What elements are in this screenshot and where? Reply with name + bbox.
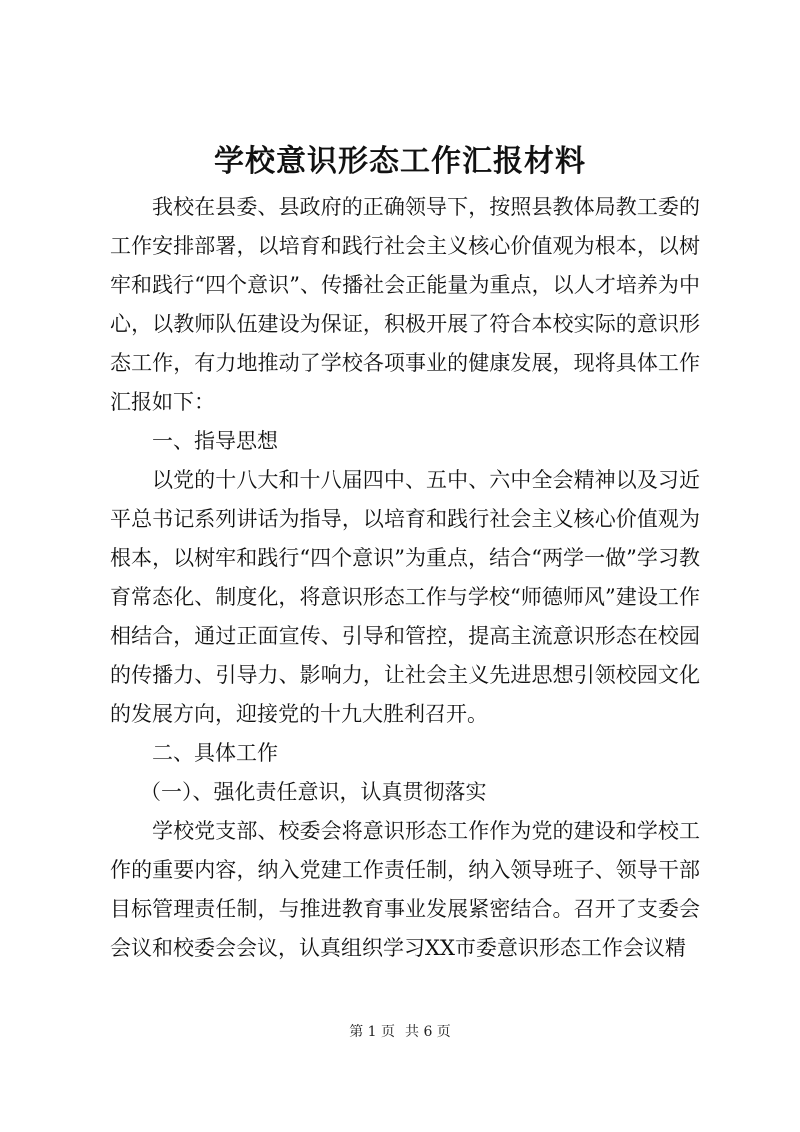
page-number: 第 1 页 — [349, 1024, 395, 1040]
document-body — [110, 188, 700, 968]
guiding-ideology-paragraph: 以党的十八大和十八届四中、五中、六中全会精神以及习近平总书记系列讲话为指导，以培育和践行社会主义核心价值观为根本，以树牢和践行“四个意识”为重点，结合“两学一做”学习教育常态化、制度化，将意识形态工作与学校“师德师风”建设工作相结合，通过正面宣传、引导和管控，提高主流意识形态在校园的传播力、引导力、影响力，让社会主义先进思想引领校园文化的发展方向，迎接党的十九大胜利召开。 — [110, 468, 700, 726]
subsection-heading-responsibility: （一）、强化责任意识，认真贯彻落实 — [140, 780, 487, 804]
section-heading-guiding-ideology: 一、指导思想 — [152, 429, 278, 453]
intro-paragraph: 我校在县委、县政府的正确领导下，按照县教体局教工委的工作安排部署，以培育和践行社会主义核心价值观为根本，以树牢和践行“四个意识”、传播社会正能量为重点，以人才培养为中心，以教师队伍建设为保证，积极开展了符合本校实际的意识形态工作，有力地推动了学校各项事业的健康发展，现将具体工作汇报如下： — [110, 195, 700, 414]
document-title: 学校意识形态工作汇报材料 — [214, 144, 586, 179]
page-footer — [0, 1022, 800, 1042]
responsibility-paragraph: 学校党支部、校委会将意识形态工作作为党的建设和学校工作的重要内容，纳入党建工作责任制，纳入领导班子、领导干部目标管理责任制，与推进教育事业发展紧密结合。召开了支委会会议和校委会会议，认真组织学习XX市委意识形态工作会议精 — [110, 819, 700, 960]
section-heading-specific-work: 二、具体工作 — [152, 741, 278, 765]
page-total: 共 6 页 — [405, 1024, 451, 1040]
